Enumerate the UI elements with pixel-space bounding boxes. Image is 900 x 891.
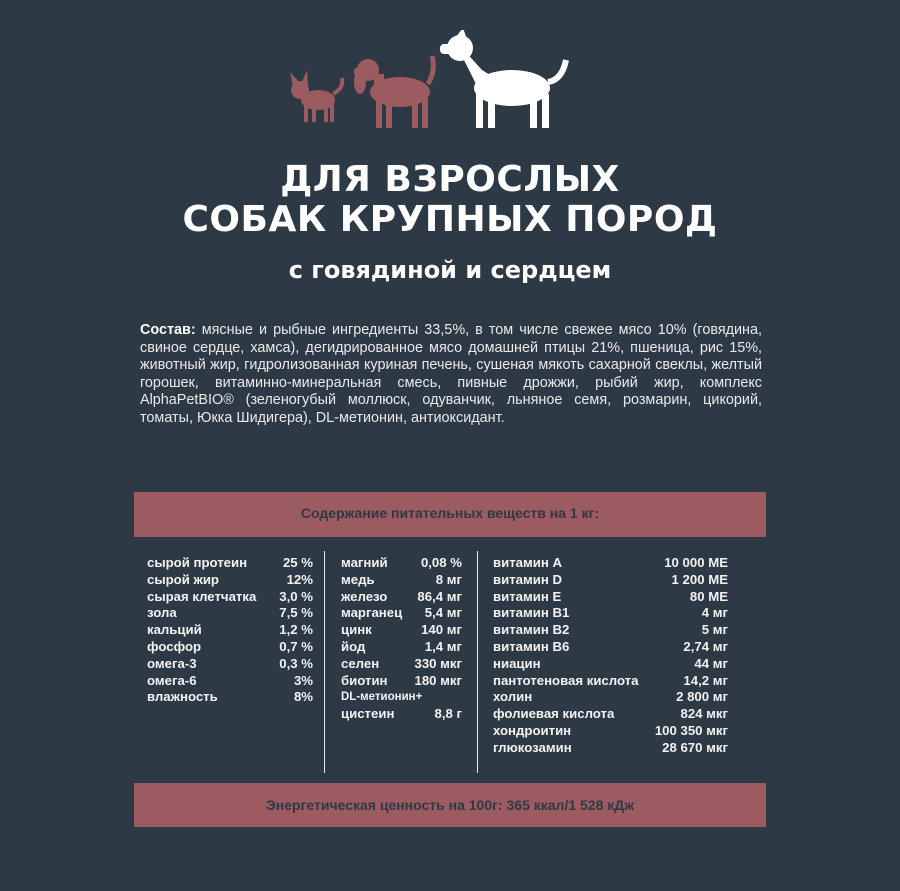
composition-body: мясные и рыбные ингредиенты 33,5%, в том числе свежее мясо 10% (говядина, свиное сердце, хамса), дегидрированное мясо домашней птицы 21%, пшеница, рис 15%, животный жир, гидролизованная куриная печень, сушеная мякоть сахарной свеклы, желтый горошек, витаминно-минеральная смесь, пивные дрожжи, рыбий жир, комплекс AlphaPetBIO® (зеленогубый моллюск, одуванчик, льняное семя, розмарин, цикорий, томаты, Юкка Шидигера), DL-метионин, антиоксидант. xyxy=(140,322,762,426)
nutrient-value: 8% xyxy=(293,689,313,705)
nutrient-name: сырой протеин xyxy=(147,555,248,570)
nutrient-row xyxy=(493,555,728,572)
nutrients-header: Содержание питательных веществ на 1 кг: xyxy=(134,492,766,537)
nutrient-row xyxy=(341,656,462,673)
nutrient-name: витамин А xyxy=(493,555,563,570)
nutrient-row xyxy=(341,673,462,690)
nutrient-row xyxy=(341,572,462,589)
composition-text xyxy=(140,322,762,428)
nutrient-row xyxy=(147,689,313,706)
nutrient-value: 5,4 мг xyxy=(424,605,462,621)
nutrient-value: 1,4 мг xyxy=(424,638,462,654)
nutrient-value: 80 МЕ xyxy=(689,588,728,604)
nutrients-table xyxy=(134,537,766,783)
nutrient-name: цинк xyxy=(341,622,372,638)
nutrient-value: 28 670 мкг xyxy=(662,739,728,755)
nutrient-value: 25 % xyxy=(282,555,313,570)
nutrient-row xyxy=(341,605,462,622)
nutrient-row xyxy=(493,605,728,622)
title-line-1: ДЛЯ ВЗРОСЛЫХ xyxy=(280,159,620,200)
nutrient-name: витамин B6 xyxy=(493,638,570,654)
nutrient-value: 3,0 % xyxy=(279,588,313,604)
small-dog-icon xyxy=(290,70,342,122)
nutrient-name: медь xyxy=(341,571,375,587)
page-subtitle: с говядиной и сердцем xyxy=(288,256,612,284)
nutrient-value: 180 мкг xyxy=(414,672,462,688)
nutrient-row xyxy=(493,639,728,656)
nutrient-value: 140 мг xyxy=(421,622,462,638)
nutrient-row xyxy=(493,656,728,673)
nutrient-name: цистеин xyxy=(341,706,395,722)
nutrient-name: марганец xyxy=(341,605,403,621)
nutrient-row xyxy=(493,572,728,589)
nutrient-name: глюкозамин xyxy=(493,739,572,755)
nutrient-value: 1 200 МЕ xyxy=(671,571,728,587)
nutrient-name: влажность xyxy=(147,689,218,705)
nutrient-row xyxy=(147,673,313,690)
nutrient-row xyxy=(147,656,313,673)
nutrient-value: 2 800 мг xyxy=(676,689,728,705)
nutrient-value: 3% xyxy=(293,672,313,688)
nutrient-name: кальций xyxy=(147,622,202,638)
nutrient-value: 1,2 % xyxy=(279,622,313,638)
nutrient-name: ниацин xyxy=(493,655,541,671)
title-line-2: СОБАК КРУПНЫХ ПОРОД xyxy=(182,199,718,240)
nutrient-name: биотин xyxy=(341,672,388,688)
column-divider xyxy=(324,551,325,773)
nutrient-name: железо xyxy=(341,588,388,604)
nutrient-value: 5 мг xyxy=(701,622,728,638)
nutrient-row xyxy=(341,639,462,656)
composition-label: Состав: xyxy=(140,322,196,338)
nutrient-row xyxy=(147,622,313,639)
nutrient-name: фосфор xyxy=(147,638,202,654)
nutrient-name: DL-метионин+ xyxy=(341,691,423,704)
nutrient-row xyxy=(341,706,462,723)
nutrient-name: витамин B1 xyxy=(493,605,570,621)
nutrient-name: омега-3 xyxy=(147,655,197,671)
nutrient-row xyxy=(493,673,728,690)
nutrient-value: 824 мкг xyxy=(680,706,728,722)
nutrient-value: 8 мг xyxy=(435,571,462,587)
column-divider xyxy=(477,551,478,773)
nutrient-value: 0,7 % xyxy=(279,638,313,654)
nutrient-row xyxy=(493,740,728,757)
nutrient-row xyxy=(341,555,462,572)
nutrient-name: витамин B2 xyxy=(493,622,570,638)
nutrient-value: 330 мкг xyxy=(414,655,462,671)
energy-value: Энергетическая ценность на 100г: 365 ккал/1 528 кДж xyxy=(134,783,766,827)
nutrient-name: сырой жир xyxy=(147,571,219,587)
nutrient-row xyxy=(147,555,313,572)
nutrient-row xyxy=(147,639,313,656)
nutrient-name: йод xyxy=(341,638,366,654)
nutrient-row xyxy=(493,706,728,723)
nutrient-value: 0,08 % xyxy=(420,555,462,570)
nutrient-value: 4 мг xyxy=(701,605,728,621)
nutrient-value: 100 350 мкг xyxy=(654,722,728,738)
nutrient-name: сырая клетчатка xyxy=(147,588,257,604)
nutrient-name: магний xyxy=(341,555,388,570)
nutrient-value: 7,5 % xyxy=(279,605,313,621)
nutrient-name: хондроитин xyxy=(493,722,572,738)
nutrient-row xyxy=(147,589,313,606)
nutrient-row xyxy=(341,622,462,639)
nutrient-row xyxy=(147,605,313,622)
nutrient-row xyxy=(493,723,728,740)
medium-dog-icon xyxy=(354,56,433,128)
nutrient-name: омега-6 xyxy=(147,672,197,688)
nutrient-row xyxy=(493,622,728,639)
nutrients-column-2 xyxy=(341,555,462,723)
nutrient-row xyxy=(341,589,462,606)
nutrient-value: 14,2 мг xyxy=(683,672,728,688)
nutrient-value: 44 мг xyxy=(694,655,728,671)
nutrient-name: пантотеновая кислота xyxy=(493,672,639,688)
nutrients-column-3 xyxy=(493,555,728,757)
nutrient-name: витамин Е xyxy=(493,588,562,604)
nutrient-name: витамин D xyxy=(493,571,563,587)
nutrient-value: 12% xyxy=(286,571,313,587)
nutrient-value: 2,74 мг xyxy=(683,638,728,654)
nutrient-value: 8,8 г xyxy=(434,706,462,722)
nutrient-name: фолиевая кислота xyxy=(493,706,615,722)
nutrient-name: зола xyxy=(147,605,177,621)
page-title xyxy=(0,160,900,240)
nutrient-value: 10 000 МЕ xyxy=(664,555,728,570)
nutrient-name: селен xyxy=(341,655,380,671)
nutrient-value: 0,3 % xyxy=(279,655,313,671)
nutrient-row xyxy=(147,572,313,589)
nutrients-column-1 xyxy=(147,555,313,706)
nutrient-row xyxy=(493,689,728,706)
nutrient-value: 86,4 мг xyxy=(417,588,462,604)
nutrient-name: холин xyxy=(493,689,533,705)
large-dog-icon xyxy=(440,30,566,128)
dog-icons xyxy=(280,30,570,135)
nutrient-row xyxy=(341,689,462,706)
nutrient-row xyxy=(493,589,728,606)
